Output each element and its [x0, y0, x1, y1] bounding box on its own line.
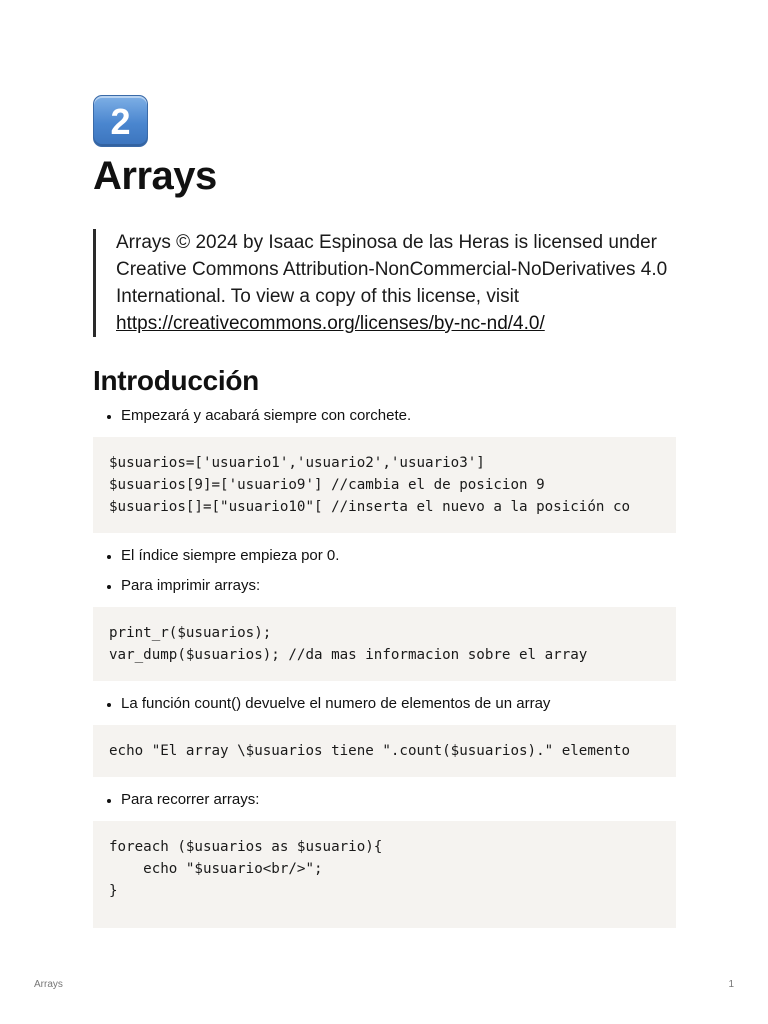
list-item: • El índice siempre empieza por 0. — [121, 545, 676, 567]
bullet-list — [93, 693, 676, 715]
section-title: Introducción — [93, 365, 259, 396]
page-title: Arrays — [93, 154, 217, 198]
list-item: • La función count() devuelve el numero de elementos de un array — [121, 693, 676, 715]
license-quote — [93, 229, 676, 337]
bullet-list — [93, 789, 676, 811]
code-block: echo "El array \$usuarios tiene ".count($usuarios)." elemento — [93, 725, 676, 777]
footer-title: Arrays — [34, 979, 63, 990]
list-item: • Para imprimir arrays: — [121, 575, 676, 597]
list-item: • Empezará y acabará siempre con corchete. — [121, 405, 676, 427]
keycap-two-icon: 2 — [93, 95, 148, 147]
document-page — [93, 95, 676, 940]
page-number: 1 — [728, 979, 734, 990]
bullet-list — [93, 545, 676, 597]
list-item: • Para recorrer arrays: — [121, 789, 676, 811]
license-text: Arrays © 2024 by Isaac Espinosa de las Heras is licensed under Creative Commons Attribution-NonCommercial-NoDerivatives 4.0 International. To view a copy of this license, visit — [116, 232, 668, 307]
bullet-list — [93, 405, 676, 427]
code-block: $usuarios=['usuario1','usuario2','usuario3'] $usuarios[9]=['usuario9'] //cambia el de posicion 9 $usuarios[]=["usuario10"[ //inserta el nuevo a la posición co — [93, 437, 676, 533]
license-link[interactable]: https://creativecommons.org/licenses/by-nc-nd/4.0/ — [116, 313, 545, 334]
code-block: foreach ($usuarios as $usuario){ echo "$usuario<br/>"; } — [93, 821, 676, 928]
code-block: print_r($usuarios); var_dump($usuarios); //da mas informacion sobre el array — [93, 607, 676, 681]
